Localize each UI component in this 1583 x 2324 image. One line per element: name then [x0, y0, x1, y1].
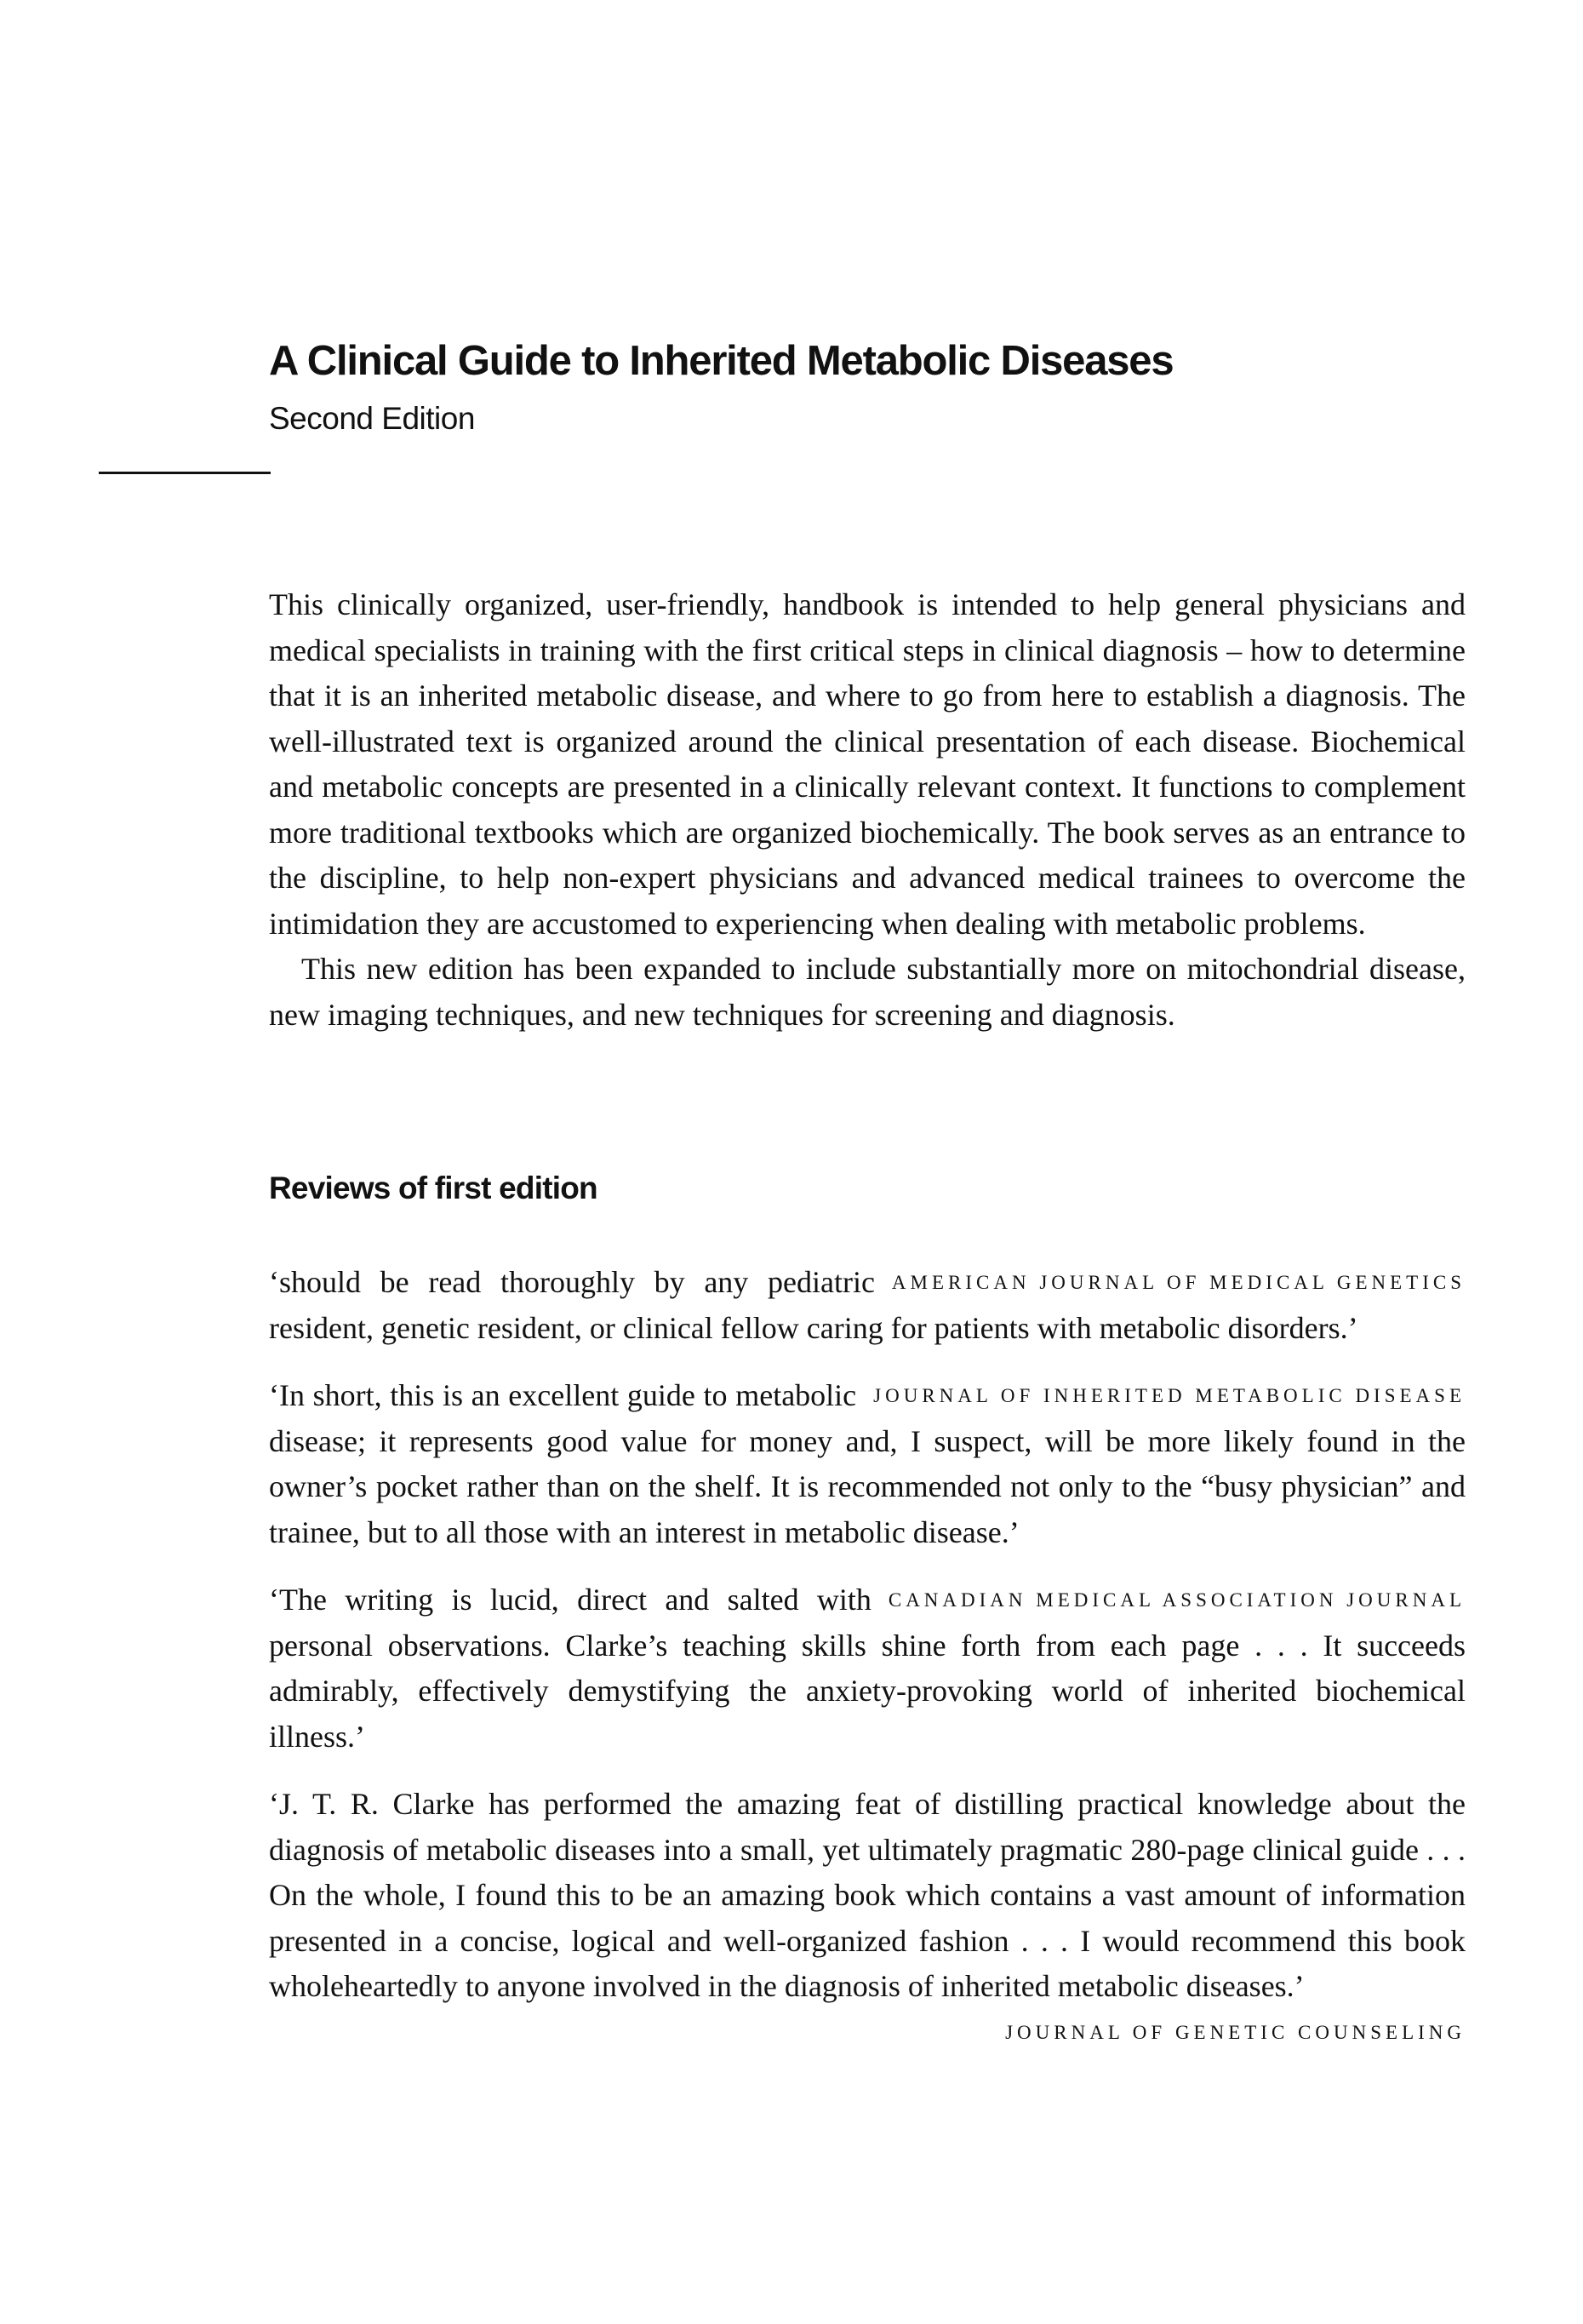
review-item	[269, 1577, 1466, 1760]
review-quote: ‘In short, this is an excellent guide to metabolic disease; it represents good value for money and, I suspect, will be more likely found in the owner’s pocket rather than on the shelf. It is recommended not only to the “busy physician” and trainee, but to all those with an interest in metabolic disease.’	[269, 1378, 1466, 1549]
section-divider	[99, 472, 271, 474]
review-item	[269, 1782, 1466, 2055]
edition-subtitle: Second Edition	[269, 401, 475, 436]
reviews-heading: Reviews of first edition	[269, 1171, 597, 1205]
intro-paragraph-1: This clinically organized, user-friendly, handbook is intended to help general physicians and medical specialists in training with the first critical steps in clinical diagnosis – how to determine that it is an inherited metabolic disease, and where to go from here to establish a diagnosis. The well-illustrated text is organized around the clinical presentation of each disease. Biochemical and metabolic concepts are presented in a clinically relevant context. It functions to complement more traditional textbooks which are organized biochemically. The book serves as an entrance to the discipline, to help non-expert physicians and advanced medical trainees to overcome the intimidation they are accustomed to experiencing when dealing with metabolic problems.	[269, 587, 1466, 941]
review-source: CANADIAN MEDICAL ASSOCIATION JOURNAL	[888, 1589, 1466, 1611]
intro-paragraph-2: This new edition has been expanded to include substantially more on mitochondrial disease, new imaging techniques, and new techniques for screening and diagnosis.	[269, 952, 1466, 1032]
review-quote: ‘The writing is lucid, direct and salted with personal observations. Clarke’s teaching skills shine forth from each page . . . It succeeds admirably, effectively demystifying the anxiety-provoking world of inherited biochemical illness.’	[269, 1583, 1466, 1754]
intro-text	[269, 582, 1466, 1038]
reviews-list	[269, 1260, 1466, 2077]
book-title: A Clinical Guide to Inherited Metabolic Diseases	[269, 338, 1174, 384]
review-source: JOURNAL OF GENETIC COUNSELING	[1005, 2021, 1466, 2043]
review-quote: ‘should be read thoroughly by any pediatric resident, genetic resident, or clinical fellow caring for patients with metabolic disorders.’	[269, 1265, 1358, 1345]
review-item	[269, 1373, 1466, 1555]
review-quote: ‘J. T. R. Clarke has performed the amazing feat of distilling practical knowledge about the diagnosis of metabolic diseases into a small, yet ultimately pragmatic 280-page clinical guide . . . On the whole, I found this to be an amazing book which contains a vast amount of information presented in a concise, logical and well-organized fashion . . . I would recommend this book wholeheartedly to anyone involved in the diagnosis of inherited metabolic diseases.’	[269, 1787, 1466, 2003]
review-source: JOURNAL OF INHERITED METABOLIC DISEASE	[873, 1385, 1466, 1406]
review-item	[269, 1260, 1466, 1351]
review-source: AMERICAN JOURNAL OF MEDICAL GENETICS	[891, 1272, 1466, 1293]
